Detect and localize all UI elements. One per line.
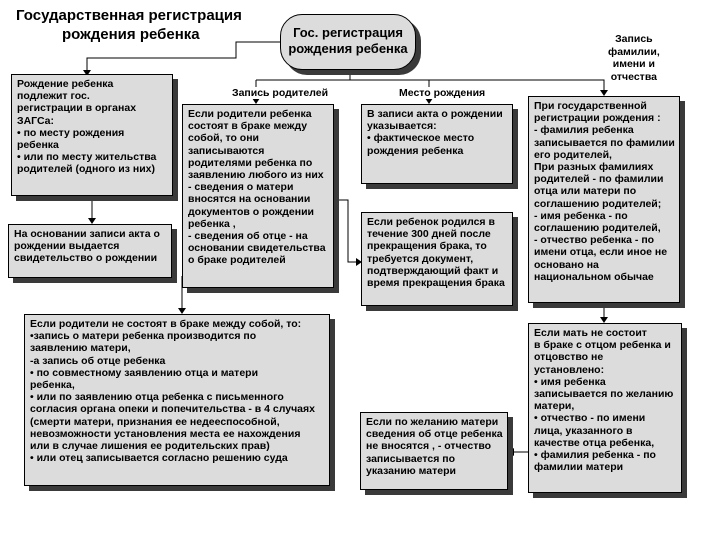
box-name-rules (528, 96, 680, 303)
box-actual-place (361, 104, 513, 184)
box-mother-unmarried (528, 323, 682, 493)
title-line-1: Государственная регистрация (16, 7, 242, 24)
box-text-line: ребенка, (30, 379, 75, 392)
box-text-line: качестве отца ребенка, (534, 436, 655, 449)
label-record-name-line: фамилии, (608, 45, 660, 58)
box-text-line: прекращения брака, то (367, 240, 487, 253)
box-text-line: о браке родителей (188, 254, 286, 267)
box-text-line: - сведения о матери (188, 181, 294, 194)
box-text-line: собой, то они (188, 132, 259, 145)
box-text-line: заявлению любого из них (188, 169, 324, 182)
box-text-line: документов о рождении (188, 205, 314, 218)
box-text-line: (смерти матери, признания ее недееспособной, (30, 415, 280, 428)
box-text-line: или в случае лишения ее родительских прав) (30, 440, 270, 453)
box-text-line: свидетельство о рождении (14, 252, 158, 265)
box-text-line: • по месту рождения (17, 126, 125, 139)
box-text-line: • фактическое место (367, 132, 475, 145)
label-place-birth: Место рождения (399, 87, 486, 99)
box-text-line: невозможности установления места ее нахождения (30, 427, 301, 440)
box-text-line: основании свидетельства (188, 242, 326, 255)
box-text-line: На основании записи акта о (14, 228, 160, 240)
box-text-line: указывается: (367, 120, 437, 133)
box-text-line: Рождение ребенка (17, 78, 114, 90)
box-text-line: требуется документ, (367, 252, 474, 265)
box-text-line: регистрации в органах (17, 102, 137, 115)
box-unmarried-parents (24, 314, 330, 486)
label-record-name-line: отчества (610, 70, 657, 83)
box-text-line: национальном обычае (534, 270, 654, 283)
box-registration-zags (11, 74, 173, 196)
box-text-line: записываются (188, 144, 265, 157)
center-line-1: Гос. регистрация (293, 25, 403, 40)
box-text-line: отца или матери по (534, 185, 637, 198)
box-text-line: • отчество - по имени (534, 412, 646, 425)
box-certificate (8, 224, 172, 278)
box-text-line: матери, (534, 400, 575, 413)
box-text-line: В записи акта о рождении (367, 108, 503, 120)
box-text-line: имени отца, если иное не (534, 246, 668, 259)
box-text-line: соглашению родителей; (534, 197, 662, 210)
box-text-line: родителями ребенка по (188, 156, 313, 169)
box-text-line: заявлению матери, (30, 342, 131, 355)
page-title (16, 6, 242, 44)
arrow-head (508, 448, 514, 456)
box-text-line: Если родители ребенка (188, 108, 312, 120)
box-text-line: При разных фамилиях (534, 161, 654, 174)
connector-center-to-registration (87, 42, 280, 74)
box-text-line: • или по месту жительства (17, 151, 157, 164)
box-text-line: в браке с отцом ребенка и (534, 339, 671, 352)
box-text-line: вносятся на основании (188, 193, 311, 206)
box-text-line: отцовство не (534, 351, 604, 364)
box-married-parents (182, 104, 334, 288)
box-text-line: - имя ребенка - по (534, 209, 628, 222)
box-text-line: течение 300 дней после (367, 228, 491, 241)
box-text-line: не вносятся , - отчество (366, 440, 492, 453)
box-after-divorce (361, 212, 513, 306)
box-text-line: • или по заявлению отца ребенка с письменного (30, 391, 284, 404)
box-text-line: • фамилия ребенка - по (534, 449, 656, 462)
box-text-line: Если ребенок родился в (367, 216, 495, 228)
title-line-2: рождения ребенка (62, 26, 200, 43)
connector-married-to-divorce (334, 200, 360, 262)
box-text-line: Если мать не состоит (534, 327, 647, 339)
box-father-not-entered (360, 412, 508, 490)
box-text-line: указанию матери (366, 464, 456, 477)
box-text-line: сведения об отце ребенка (366, 428, 503, 441)
box-text-line: -а запись об отце ребенка (30, 354, 166, 367)
box-text-line: • или отец записывается согласно решению суда (30, 452, 288, 465)
box-text-line: подтверждающий факт и (367, 264, 499, 277)
box-text-line: рождения ребенка (367, 144, 464, 157)
box-text-line: ребенка (17, 139, 59, 152)
box-text-line: • по совместному заявлению отца и матери (30, 366, 259, 379)
box-text-line: регистрации рождения : (534, 112, 661, 125)
label-record-parents: Запись родителей (232, 87, 329, 99)
box-text-line: • имя ребенка (534, 375, 606, 388)
box-text-line: записывается по желанию (534, 388, 674, 401)
box-text-line: ЗАГСа: (17, 114, 55, 127)
box-text-line: ребенка , (188, 217, 236, 230)
box-text-line: время прекращения брака (367, 277, 505, 290)
box-text-line: При государственной (534, 100, 647, 112)
box-text-line: записывается по фамилии (534, 136, 675, 149)
box-text-line: родителей (одного из них) (17, 163, 156, 176)
box-text-line: подлежит гос. (17, 90, 90, 103)
box-text-line: родителей - по фамилии (534, 173, 664, 186)
label-record-name (608, 33, 660, 83)
box-text-line: - фамилия ребенка (534, 124, 634, 137)
box-text-line: согласия органа опеки и попечительства - в 4 случаях (30, 403, 315, 416)
box-text-line: фамилии матери (534, 461, 624, 474)
box-text-line: состоят в браке между (188, 120, 308, 133)
label-record-name-line: имени и (612, 58, 655, 70)
box-text-line: основано на (534, 258, 599, 271)
center-node (280, 14, 416, 70)
box-text-line: Если по желанию матери (366, 416, 499, 428)
label-record-name-line: Запись (615, 33, 653, 45)
box-text-line: •запись о матери ребенка производится по (30, 330, 257, 343)
box-text-line: - сведения об отце - на (188, 230, 308, 243)
box-text-line: его родителей, (534, 148, 612, 161)
box-text-line: - отчество ребенка - по (534, 234, 655, 247)
box-text-line: соглашению родителей, (534, 222, 661, 235)
box-text-line: рождении выдается (14, 240, 120, 253)
box-text-line: записывается по (366, 452, 456, 465)
box-text-line: установлено: (534, 363, 605, 376)
box-text-line: Если родители не состоят в браке между собой, то: (30, 318, 302, 330)
center-line-2: рождения ребенка (288, 41, 408, 56)
box-text-line: лица, указанного в (534, 424, 633, 437)
